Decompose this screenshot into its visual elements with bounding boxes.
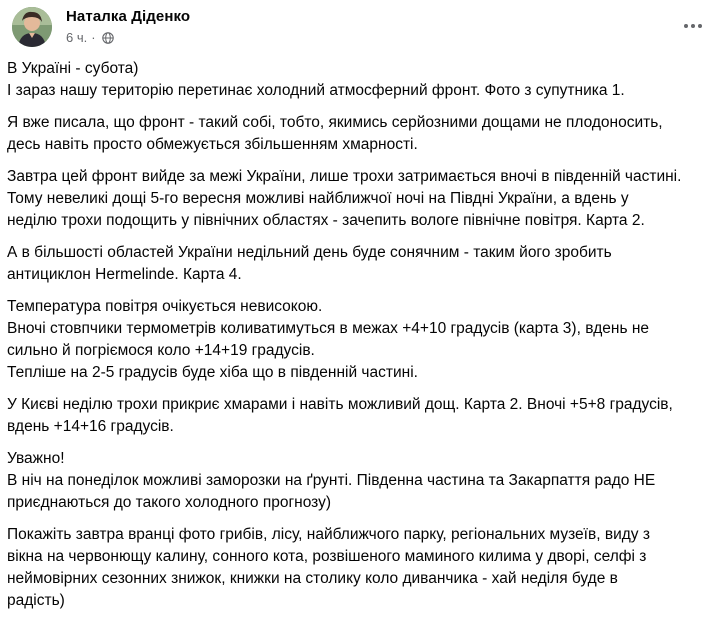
post-text	[7, 58, 712, 622]
post-text-line: Температура повітря очікується невисокою.	[7, 298, 323, 315]
post-text-line: неймовірних сезонних знижок, книжки на столику коло диванчика - хай неділя буде в	[7, 570, 618, 587]
post-text-line: Покажіть завтра вранці фото грибів, лісу, найближчого парку, регіональних музеїв, виду з	[7, 526, 650, 543]
avatar-photo-icon	[12, 7, 52, 47]
post-paragraph	[7, 166, 712, 232]
post-paragraph	[7, 448, 712, 514]
post-text-line: Завтра цей фронт вийде за межі України, лише трохи затримається вночі в південній частині.	[7, 168, 682, 185]
post-paragraph	[7, 242, 712, 286]
post-text-line: Тепліше на 2-5 градусів буде хіба що в південній частині.	[7, 364, 418, 381]
post-text-line: радість)	[7, 592, 65, 609]
post-header	[6, 0, 715, 56]
post-paragraph	[7, 58, 712, 102]
more-horizontal-icon	[683, 23, 703, 29]
post-text-line: антициклон Hermelinde. Карта 4.	[7, 266, 242, 283]
post-paragraph	[7, 296, 712, 384]
post-text-line: У Києві неділю трохи прикриє хмарами і навіть можливий дощ. Карта 2. Вночі +5+8 градусів,	[7, 396, 673, 413]
post-text-line: Я вже писала, що фронт - такий собі, тобто, якимись серйозними дощами не плодоносить,	[7, 114, 663, 131]
post-paragraph	[7, 524, 712, 612]
post-text-line: І зараз нашу територію перетинає холодний атмосферний фронт. Фото з супутника 1.	[7, 82, 625, 99]
post-paragraph	[7, 394, 712, 438]
post-text-line: А в більшості областей України недільний день буде сонячним - таким його зробить	[7, 244, 612, 261]
globe-icon[interactable]	[102, 32, 114, 44]
avatar[interactable]	[12, 7, 52, 47]
post-text-line: сильно й погріємося коло +14+19 градусів.	[7, 342, 315, 359]
post-paragraph	[7, 112, 712, 156]
more-options-button[interactable]	[679, 14, 707, 38]
post-text-line: десь навіть просто обмежується збільшенням хмарності.	[7, 136, 418, 153]
post-text-line: Тому невеликі дощі 5-го вересня можливі найближчої ночі на Півдні України, а вдень у	[7, 190, 629, 207]
meta-separator: ·	[91, 30, 96, 45]
post-text-line: В Україні - субота)	[7, 60, 139, 77]
post-time[interactable]: 6 ч.	[66, 30, 88, 45]
author-name[interactable]: Наталка Діденко	[66, 8, 191, 25]
post-meta	[66, 30, 114, 45]
post-text-line: вікна на червонющу калину, сонного кота, розвішеного маминого килима у дворі, селфі з	[7, 548, 647, 565]
post-text-line: Вночі стовпчики термометрів коливатимуться в межах +4+10 градусів (карта 3), вдень не	[7, 320, 650, 337]
post-text-line: Уважно!	[7, 450, 65, 467]
post-text-line: В ніч на понеділок можливі заморозки на ґрунті. Південна частина та Закарпаття радо НЕ	[7, 472, 656, 489]
post-text-line: вдень +14+16 градусів.	[7, 418, 174, 435]
post-text-line: приєднаються до такого холодного прогнозу)	[7, 494, 332, 511]
post-text-line: неділю трохи подощить у північних областях - зачепить вологе північне повітря. Карта 2.	[7, 212, 645, 229]
